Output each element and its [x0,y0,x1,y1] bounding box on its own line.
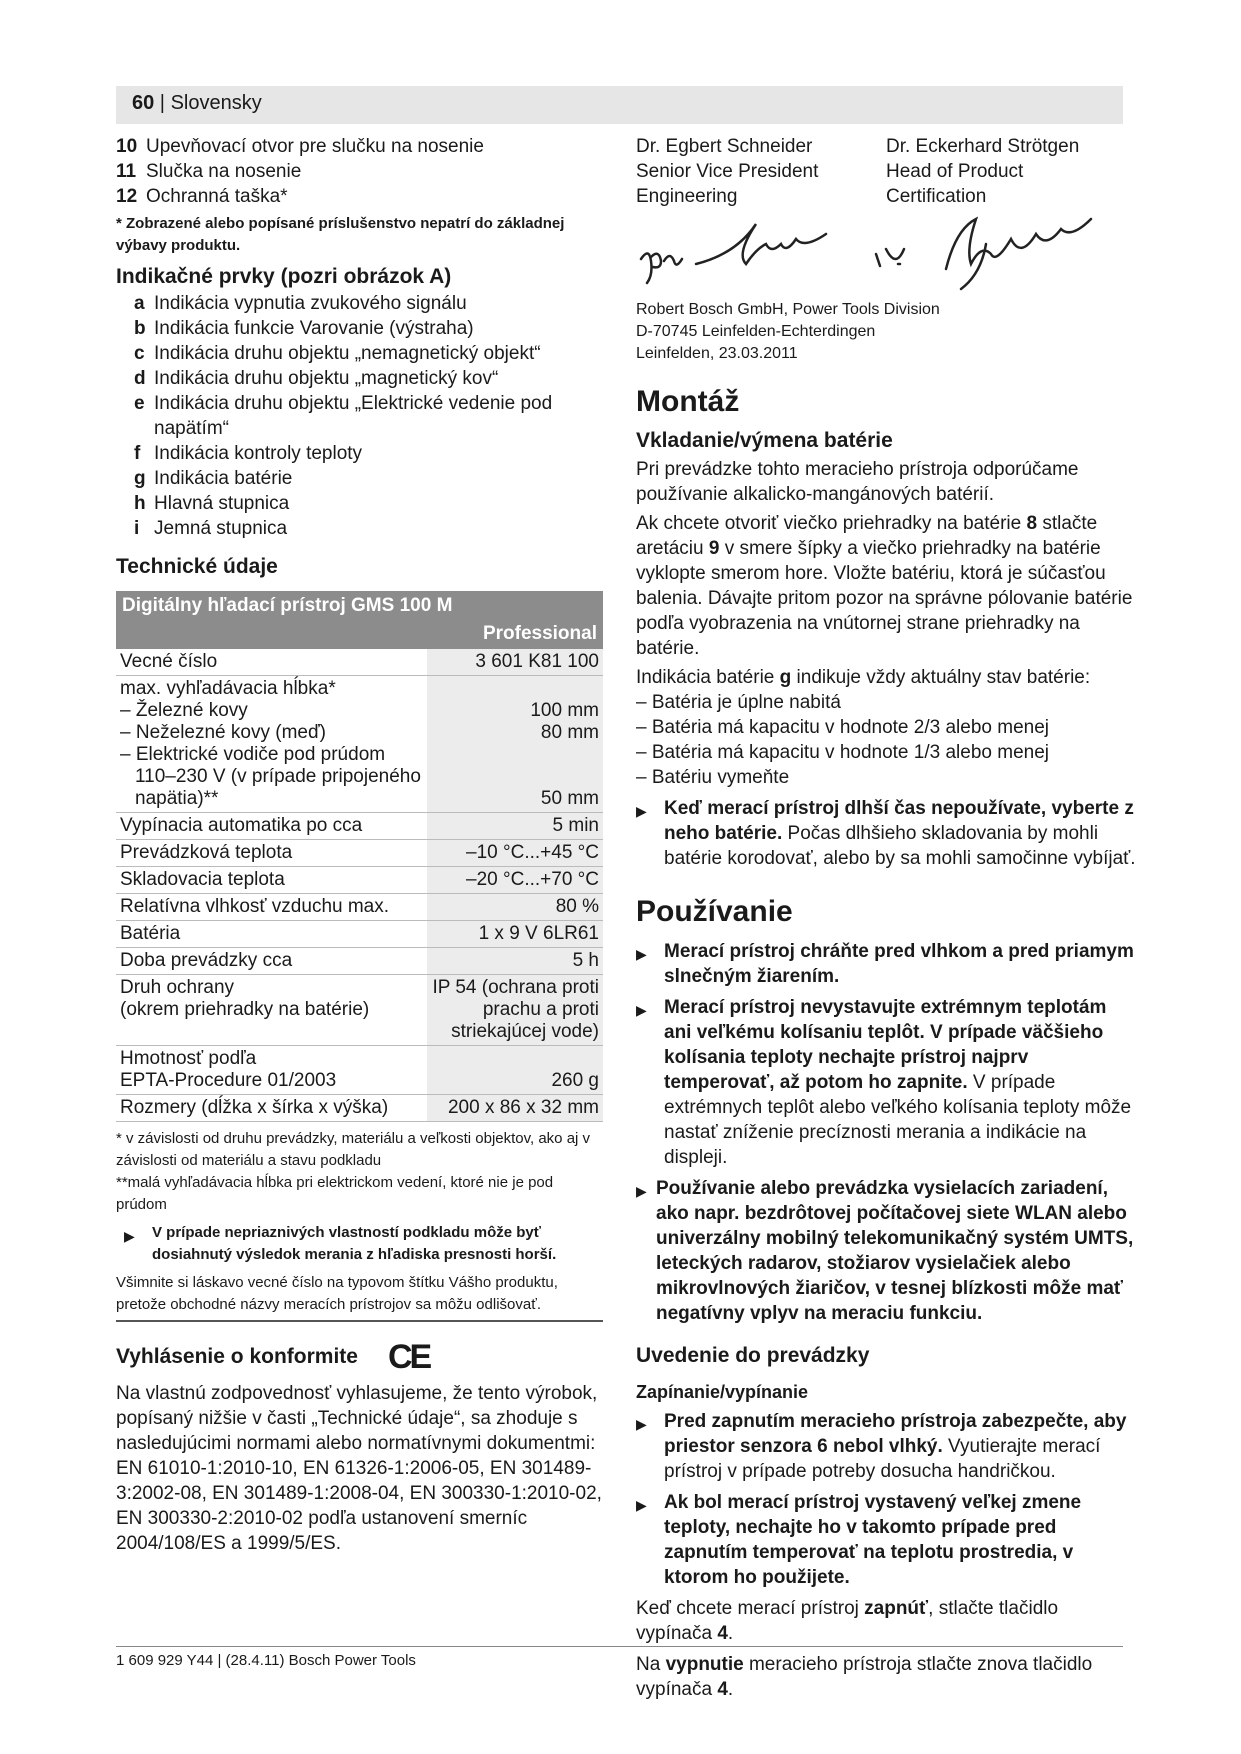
table-row: Hmotnosť podľa EPTA-Procedure 01/2003 260 g [116,1046,603,1095]
table-row: Batéria 1 x 9 V 6LR61 [116,921,603,948]
table-row: Skladovacia teplota –20 °C...+70 °C [116,867,603,894]
onoff-bullet-1: ▶ Pred zapnutím meracieho prístroja zabezpečte, aby priestor senzora 6 nebol vlhký. Vyutierajte merací prístroj v prípade potreby dosucha handričkou. [636,1411,1127,1482]
list-item: h Hlavná stupnica [134,493,290,514]
page-header: 60 | Slovensky [132,92,262,114]
onoff-bullet-2: ▶ Ak bol merací prístroj vystavený veľkej zmene teploty, nechajte ho v takomto prípade pred zapnutím temperovať na teplotu prostredia, v ktorom ho použijete. [636,1492,1082,1588]
indicators-title: Indikačné prvky (pozri obrázok A) [116,265,452,288]
table-row: max. vyhľadávacia hĺbka* – Železné kovy – Neželezné kovy (meď) – Elektrické vodiče pod prúdom 110–230 V (v prípade pripojeného napätia)** 100 mm 80 mm 50 mm [116,676,603,813]
list-item: 11 Slučka na nosenie [116,161,302,182]
table-row: Vypínacia automatika po cca 5 min [116,813,603,840]
notice: Všimnite si láskavo vecné číslo na typovom štítku Vášho produktu, pretože obchodné názvy meracích prístrojov sa môžu odlišovať. [116,1272,603,1322]
table-row: Doba prevádzky cca 5 h [116,948,603,975]
montaz-title: Montáž [636,385,740,418]
company-block: Robert Bosch GmbH, Power Tools Division D-70745 Leinfelden-Echterdingen Leinfelden, 23.03.2011 [636,301,940,362]
conformity-text: Na vlastnú zodpovednosť vyhlasujeme, že tento výrobok, popísaný nižšie v časti „Technické údaje“, sa zhoduje s nasledujúcimi normami alebo normatívnymi dokumentmi: EN 61010-1:2010-10, EN 61326-1:2006-05, EN 301489-3:2002-08, EN 301489-1:2008-04, EN 300330-1:2010-02, EN 300330-2:2010-02 podľa ustanovení smerníc 2004/108/ES a 1999/5/ES. [116,1383,602,1554]
use-bullet-1: ▶ Merací prístroj chráňte pred vlhkom a pred priamym slnečným žiarením. [636,941,1134,987]
warning-bullet: ▶ V prípade nepriaznivých vlastností podkladu môže byť dosiahnutý výsledok merania z hľadiska presnosti horší. [116,1222,603,1266]
page-number: 60 [132,92,155,114]
page-language: Slovensky [170,92,262,114]
table-row: Rozmery (dĺžka x šírka x výška) 200 x 86 x 32 mm [116,1095,603,1122]
signatories [636,134,1136,209]
battery-states [636,690,1136,790]
bullet-arrow-icon: ▶ [636,1416,647,1432]
list-item: e Indikácia druhu objektu „Elektrické vedenie pod napätím“ [134,393,553,439]
bullet-arrow-icon: ▶ [636,1002,647,1018]
table-row: Relatívna vlhkosť vzduchu max. 80 % [116,894,603,921]
list-item: f Indikácia kontroly teploty [134,443,363,464]
parts-list [116,134,603,209]
list-item: i Jemná stupnica [134,518,288,539]
list-item: 10 Upevňovací otvor pre slučku na nosenie [116,136,484,157]
spec-table [116,649,603,1122]
list-item: – Batéria je úplne nabitá [636,692,841,713]
table-row: Prevádzková teplota –10 °C...+45 °C [116,840,603,867]
header-bar [116,86,1123,124]
bullet-arrow-icon: ▶ [636,1497,647,1513]
signatures [636,209,1136,299]
footer-divider [116,1646,1123,1647]
ce-mark-icon: CE [387,1338,430,1376]
parts-note: * Zobrazené alebo popísané príslušenstvo nepatrí do základnej výbavy produktu. [116,215,565,254]
use-title: Používanie [636,895,793,928]
onoff-title: Zapínanie/vypínanie [636,1382,809,1402]
on-paragraph: Keď chcete merací prístroj zapnúť, stlačte tlačidlo vypínača 4. [636,1598,1059,1644]
table-row: Druh ochrany (okrem priehradky na batérie) IP 54 (ochrana proti prachu a proti striekajúcej vode) [116,975,603,1046]
battery-warning: ▶ Keď merací prístroj dlhší čas nepoužívate, vyberte z neho batérie. Počas dlhšieho skladovania by mohli batérie korodovať, alebo by sa mohli samočinne vybíjať. [636,798,1136,869]
battery-p1: Pri prevádzke tohto meracieho prístroja odporúčame používanie alkalicko-mangánových batérií. [636,459,1079,505]
conformity-title: Vyhlásenie o konformite CE [116,1338,430,1376]
list-item: – Batéria má kapacitu v hodnote 1/3 alebo menej [636,742,1049,763]
battery-title: Vkladanie/výmena batérie [636,429,893,452]
list-item: a Indikácia vypnutia zvukového signálu [134,293,467,314]
startup-title: Uvedenie do prevádzky [636,1344,870,1367]
bullet-arrow-icon: ▶ [636,803,647,819]
spec-table-header: Digitálny hľadací prístroj GMS 100 M Professional [116,591,603,649]
signer-1: Dr. Egbert Schneider Senior Vice President Engineering [636,136,819,207]
bullet-arrow-icon: ▶ [636,946,647,962]
footnote-1: * v závislosti od druhu prevádzky, materiálu a veľkosti objektov, ako aj v závislosti od materiálu a stavu podkladu [116,1130,591,1169]
list-item: d Indikácia druhu objektu „magnetický kov“ [134,368,499,389]
list-item: – Batéria má kapacitu v hodnote 2/3 alebo menej [636,717,1049,738]
list-item: – Batériu vymeňte [636,767,790,788]
left-column [116,134,603,1556]
battery-p2: Ak chcete otvoriť viečko priehradky na batérie 8 stlačte aretáciu 9 v smere šípky a viečko priehradky na batérie vyklopte smerom hore. Vložte batériu, ktorá je súčasťou balenia. Dávajte pritom pozor na správne pólovanie batérie podľa vyobrazenia na vnútornej strane priehradky na batérie. [636,513,1133,659]
footer: 1 609 929 Y44 | (28.4.11) Bosch Power Tools [116,1652,416,1669]
list-item: 12 Ochranná taška* [116,186,288,207]
table-row: Vecné číslo 3 601 K81 100 [116,649,603,676]
list-item: b Indikácia funkcie Varovanie (výstraha) [134,318,474,339]
footnote-2: **malá vyhľadávacia hĺbka pri elektrickom vedení, ktoré nie je pod prúdom [116,1174,554,1213]
use-bullet-3: ▶ Používanie alebo prevádzka vysielacích zariadení, ako napr. bezdrôtovej počítačovej siete WLAN alebo univerzálny mobilný telekomunikačný systém UMTS, leteckých radarov, stožiarov vysielačiek alebo mikrovlnových žiaričov, v tesnej blízkosti môže mať negatívny vplyv na meraciu funkciu. [636,1178,1134,1324]
right-column [636,134,1136,1702]
off-paragraph: Na vypnutie meracieho prístroja stlačte znova tlačidlo vypínača 4. [636,1654,1093,1700]
handwritten-signature-icon [636,209,1136,299]
bullet-arrow-icon: ▶ [636,1183,647,1199]
use-bullet-2: ▶ Merací prístroj nevystavujte extrémnym teplotám ani veľkému kolísaniu teplôt. V prípade väčšieho kolísania teploty nechajte prístroj najprv temperovať, až potom ho zapnite. V prípade extrémnych teplôt alebo veľkého kolísania teploty môže nastať zníženie precíznosti merania a indikácie na displeji. [636,997,1132,1168]
tech-data-title: Technické údaje [116,555,278,578]
battery-p3: Indikácia batérie g indikuje vždy aktuálny stav batérie: [636,667,1091,688]
signer-2: Dr. Eckerhard Strötgen Head of Product Certification [886,136,1080,207]
bullet-arrow-icon: ▶ [124,1228,135,1244]
list-item: g Indikácia batérie [134,468,293,489]
indicators-list [116,291,603,541]
list-item: c Indikácia druhu objektu „nemagnetický objekt“ [134,343,541,364]
